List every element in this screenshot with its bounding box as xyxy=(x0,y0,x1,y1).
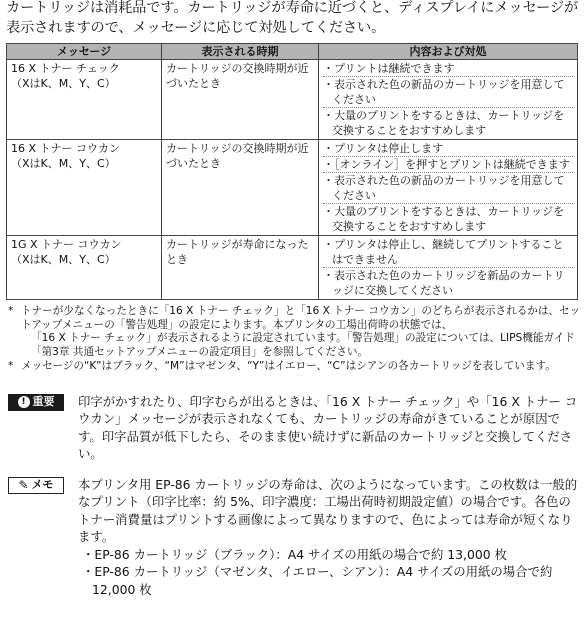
action-item: ・表示された色のカートリッジを新品のカートリッジに交換してください xyxy=(323,267,573,298)
message-text: 16 X トナー チェック xyxy=(11,62,120,75)
message-note: （XはK、M、Y、C） xyxy=(11,77,116,90)
memo-text: 本プリンタ用 EP-86 カートリッジの寿命は、次のようになっています。この枚数は一般的なプリント（印字比率：約 5%、印字濃度：工場出荷時初期設定値）の場合です。各色のトナー消費量はプリントする画像によって異なりますので、色によっては寿命が短くなります。 xyxy=(78,476,578,544)
table-row xyxy=(7,236,578,300)
action-item: ・表示された色の新品のカートリッジを用意してください xyxy=(323,172,573,203)
message-note: （XはK、M、Y、C） xyxy=(11,253,116,266)
important-tag-label: 重要 xyxy=(32,395,55,409)
table-header-row xyxy=(7,44,578,60)
table-row xyxy=(7,140,578,236)
memo-spec-item: ・EP-86 カートリッジ（マゼンタ、イエロー、シアン）：A4 サイズの用紙の場合で約 12,000 枚 xyxy=(82,564,553,597)
footnote xyxy=(6,305,583,359)
memo-box xyxy=(6,476,583,599)
header-timing: 表示される時期 xyxy=(162,44,319,60)
message-text: 16 X トナー コウカン xyxy=(11,142,121,155)
header-message: メッセージ xyxy=(7,44,162,60)
memo-tag xyxy=(8,477,64,494)
action-item: ・プリンタは停止し、継続してプリントすることはできません xyxy=(323,238,564,266)
timing-cell: カートリッジの交換時期が近づいたとき xyxy=(162,140,319,236)
action-item: ・表示された色の新品のカートリッジを用意してください xyxy=(323,76,573,107)
table-row xyxy=(7,60,578,140)
timing-cell: カートリッジが寿命になったとき xyxy=(162,236,319,300)
action-cell xyxy=(319,60,578,140)
important-tag xyxy=(8,394,64,411)
message-text: 1G X トナー コウカン xyxy=(11,238,122,251)
pencil-icon: ✎ xyxy=(18,478,29,492)
action-item: ・プリントは継続できます xyxy=(323,62,455,75)
message-note: （XはK、M、Y、C） xyxy=(11,157,116,170)
message-cell xyxy=(7,60,162,140)
action-item: ・プリンタは停止します xyxy=(323,142,444,155)
exclamation-icon: ! xyxy=(18,396,30,408)
footnote xyxy=(6,360,583,374)
memo-spec-item: ・EP-86 カートリッジ（ブラック）：A4 サイズの用紙の場合で約 13,000 枚 xyxy=(82,546,507,562)
important-text: 印字がかすれたり、印字むらが出るときは、「16 X トナー チェック」や「16 X トナー コウカン」メッセージが表示されなくても、カートリッジの寿命がきていることが原因です。印字品質が低下したら、そのまま使い続けずに新品のカートリッジと交換してください。 xyxy=(78,393,578,461)
timing-cell: カートリッジの交換時期が近づいたとき xyxy=(162,60,319,140)
footnote-text: トナーが少なくなったときに「16 X トナー チェック」と「16 X トナー コウカン」のどちらが表示されるかは、セットアップメニューの「警告処理」の設定によります。本プリンタの工場出荷時の状態では、 xyxy=(21,305,581,331)
memo-tag-label: メモ xyxy=(31,478,54,492)
action-cell xyxy=(319,140,578,236)
message-cell xyxy=(7,140,162,236)
header-action: 内容および対処 xyxy=(319,44,578,60)
footnotes xyxy=(6,305,583,374)
action-item: ・大量のプリントをするときは、カートリッジを交換することをおすすめします xyxy=(323,203,573,234)
message-cell xyxy=(7,236,162,300)
intro-paragraph: カートリッジは消耗品です。カートリッジが寿命に近づくと、ディスプレイにメッセージが表示されますので、メッセージに応じて対処してください。 xyxy=(6,0,579,36)
footnote-text: メッセージの“K”はブラック、“M”はマゼンタ、“Y”はイエロー、“C”はシアンの各カートリッジを表しています。 xyxy=(21,360,556,372)
message-table xyxy=(6,43,578,300)
action-item: ・［オンライン］を押すとプリントは継続できます xyxy=(323,156,573,172)
footnote-text-indented: 「16 X トナー チェック」が表示されるように設定されています。「警告処理」の設定については、LIPS機能ガイド「第3章 共通セットアップメニューの設定項目」を参照してください。 xyxy=(31,332,575,358)
action-cell xyxy=(319,236,578,300)
important-box xyxy=(6,393,583,463)
action-item: ・大量のプリントをするときは、カートリッジを交換することをおすすめします xyxy=(323,107,573,138)
